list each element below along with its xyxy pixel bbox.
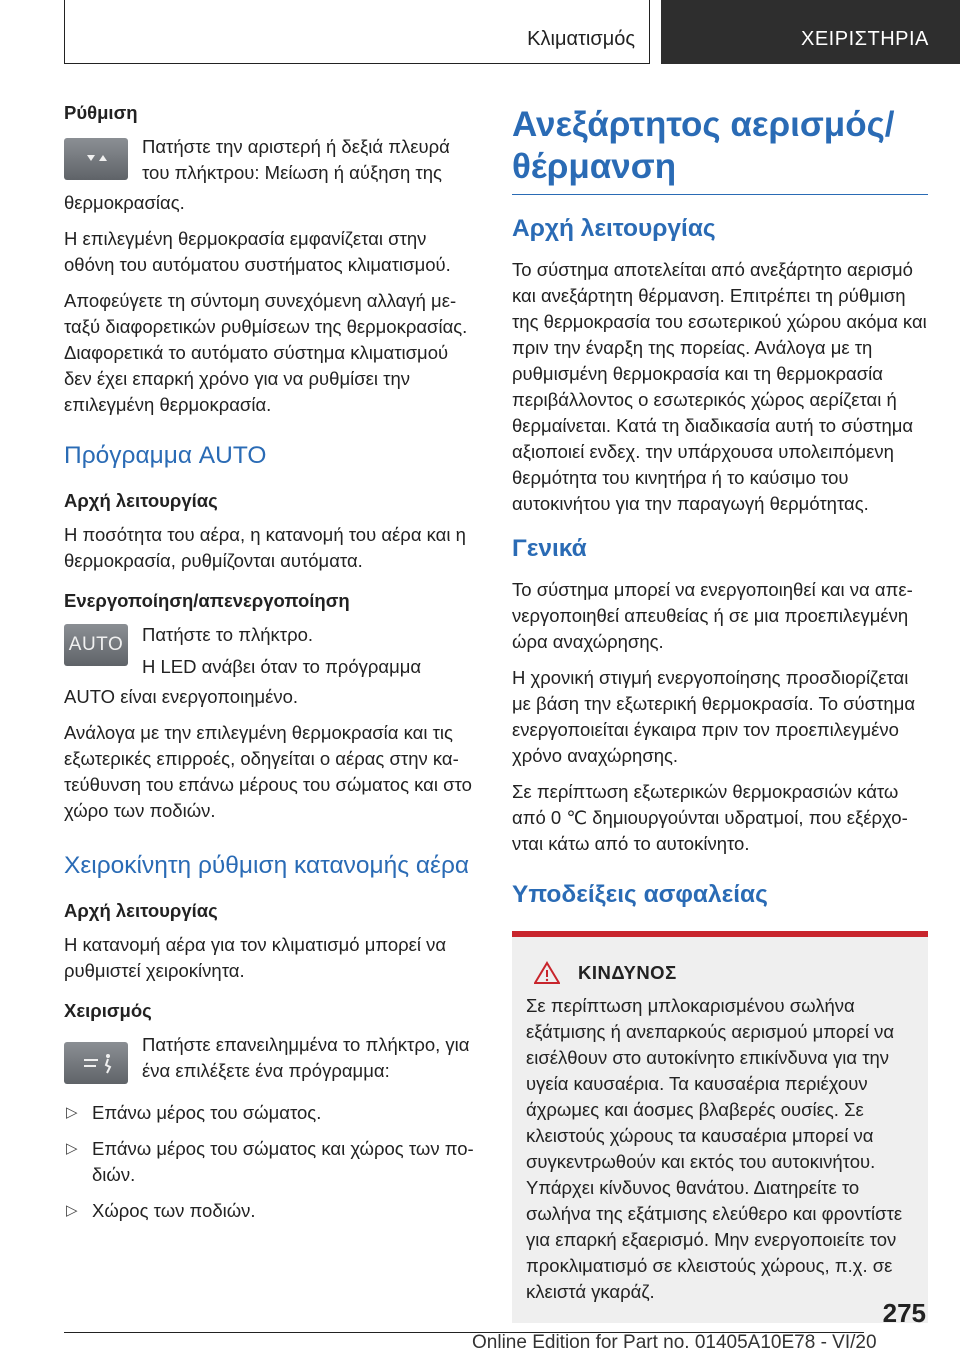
paragraph: Η κατανομή αέρα για τον κλιματισμό μπορεί να ρυθμιστεί χειροκίνητα. [64, 934, 447, 981]
left-column [64, 100, 476, 1234]
list-item: ▷ Επάνω μέρος του σώματος και χώρος των ποδιών. [66, 1138, 474, 1185]
header-section-tab [64, 0, 650, 64]
auto-key-text-line2: Η LED ανάβει όταν το πρόγραμμα [142, 656, 422, 677]
subheading: Χειρισμός [64, 1000, 152, 1021]
auto-button [64, 624, 128, 666]
list-item: ▷ Χώρος των ποδιών. [64, 1198, 476, 1224]
footer-edition: Online Edition for Part no. 01405A10E78 - VI/20 [472, 1332, 877, 1353]
triangle-down-icon [85, 152, 107, 166]
main-heading: Ανεξάρτητος αερισμός/θέρμανση [512, 100, 928, 195]
subheading: Ενεργοποίηση/απενεργοποίηση [64, 590, 350, 611]
safety-heading: Υποδείξεις ασφαλείας [512, 881, 768, 908]
rythmisi-key-text: Πατήστε την αριστερή ή δεξιά πλευρά του πλήκτρου: Μείωση ή αύξηση της [142, 136, 450, 183]
list-item: ▷ Επάνω μέρος του σώματος. [64, 1100, 476, 1126]
temperature-key-row [64, 134, 476, 186]
auto-after-text: AUTO είναι ενεργοποιημένο. [64, 686, 299, 707]
paragraph: Η επιλεγμένη θερμοκρασία εμφανίζεται στην οθόνη του αυτόματου συστήματος κλιματισμού. [64, 228, 451, 275]
air-distribution-button [64, 1042, 128, 1084]
paragraph: Η ποσότητα του αέρα, η κατανομή του αέρα και η θερμοκρασία, ρυθμίζονται αυτόματα. [64, 524, 466, 571]
rythmisi-after-text: θερμοκρασίας. [64, 192, 185, 213]
paragraph: Το σύστημα μπορεί να ενεργοποιηθεί και να απενεργοποιηθεί απευθείας ή σε μια προεπιλεγμένη ώρα αναχώρησης. [512, 579, 913, 652]
page-number: 275 [882, 1298, 926, 1328]
rythmisi-title: Ρύθμιση [64, 102, 138, 123]
air-distribution-icon [76, 1052, 116, 1074]
warning-triangle-icon [534, 961, 560, 985]
paragraph: Σε περίπτωση εξωτερικών θερμοκρασιών κάτω από 0 ℃ δημιουργούνται υδρατμοί, που εξέρχονται κάτω από το αυτοκίνητο. [512, 781, 908, 854]
triangle-right-icon: ▷ [66, 1104, 78, 1121]
auto-button-label: AUTO [68, 634, 124, 655]
warning-title: ΚΙΝΔΥΝΟΣ [578, 962, 677, 983]
paragraph: Η χρονική στιγμή ενεργοποίησης προσδιορίζεται με βάση την εξωτερική θερμοκρασία. Το σύστημα ενεργοποιείται έγκαιρα πριν τον προεπιλεγμένο χρόνο αναχώρησης. [512, 667, 916, 766]
warning-box [512, 931, 928, 1323]
triangle-right-icon: ▷ [66, 1140, 78, 1157]
paragraph: Το σύστημα αποτελείται από ανεξάρτητο αερισμό και ανεξάρτητη θέρμανση. Επιτρέπει τη ρύθμιση της θερμοκρασία του εσωτερικού χώρου ακόμα και πριν την έναρξη της πορείας. Ανάλογα με τη ρυθμισμένη θερμοκρασία και τη θερμοκρασία περιβάλλοντος ο εσωτερικός χώρος αερίζεται ή θερμαίνεται. Κατά τη διαδικασία αυτή το σύστημα αξιοποιεί ενδεχ. την υπάρχουσα υπολειπόμενη θερμότητα του κινητήρα ή το καύσιμο του αυτοκινήτου για την παραγωγή θερμότητας. [512, 259, 927, 514]
header-chapter-tab [661, 0, 960, 64]
subheading: Γενικά [512, 535, 587, 562]
paragraph: Αποφεύγετε τη σύντομη συνεχόμενη αλλαγή μεταξύ διαφορετικών ρυθμίσεων της θερμοκρασίας. Διαφορετικά το αυτόματο σύστημα κλιματισμού δεν έχει επαρκή χρόνο για να ρυθμίσει την επιλεγμένη θερμοκρασία. [64, 290, 468, 415]
program-list [64, 1100, 476, 1224]
auto-key-row [64, 622, 476, 680]
auto-heading: Πρόγραμμα AUTO [64, 442, 267, 469]
temperature-rocker-button [64, 138, 128, 180]
header-section-title: Κλιματισμός [527, 28, 635, 50]
air-distribution-key-row [64, 1032, 476, 1084]
warning-text: Σε περίπτωση μπλοκαρισμένου σωλήνα εξάτμισης ή ανεπαρκούς αερισμού μπορεί να εισέλθουν στο αυτοκίνητο επικίνδυνα για την υγεία καυσαέρια. Τα καυσαέρια περιέχουν άχρωμες και άοσμες βλαβερές ουσίες. Σε κλειστούς χώρους τα καυσαέρια μπορεί να συγκεντρωθούν και εκτός του αυτοκινήτου. Υπάρχει κίνδυνος θανάτου. Διατηρείτε το σωλήνα της εξάτμισης ελεύθερο και φροντίστε για επαρκή εξαερισμό. Μην ενεργοποιείτε τον προκλιματισμό σε κλειστούς χώρους, π.χ. σε κλειστά γκαράζ. [526, 995, 903, 1302]
right-column [512, 100, 928, 1323]
warning-title-row [526, 961, 914, 985]
subheading: Αρχή λειτουργίας [64, 490, 218, 511]
manual-heading: Χειροκίνητη ρύθμιση κατανομής αέρα [64, 852, 470, 879]
header-chapter-title: ΧΕΙΡΙΣΤΗΡΙΑ [801, 28, 929, 50]
triangle-right-icon: ▷ [66, 1202, 78, 1219]
paragraph: Ανάλογα με την επιλεγμένη θερμοκρασία και τις εξωτερικές επιρροές, οδηγείται ο αέρας στην κατεύθυνση του επάνω μέρους του σώματος και στο χώρο των ποδιών. [64, 722, 472, 821]
subheading: Αρχή λειτουργίας [64, 900, 218, 921]
subheading: Αρχή λειτουργίας [512, 215, 716, 242]
auto-key-text-line1: Πατήστε το πλήκτρο. [142, 624, 314, 645]
manual-key-text: Πατήστε επανειλημμένα το πλήκτρο, για ένα επιλέξετε ένα πρόγραμμα: [142, 1034, 470, 1081]
